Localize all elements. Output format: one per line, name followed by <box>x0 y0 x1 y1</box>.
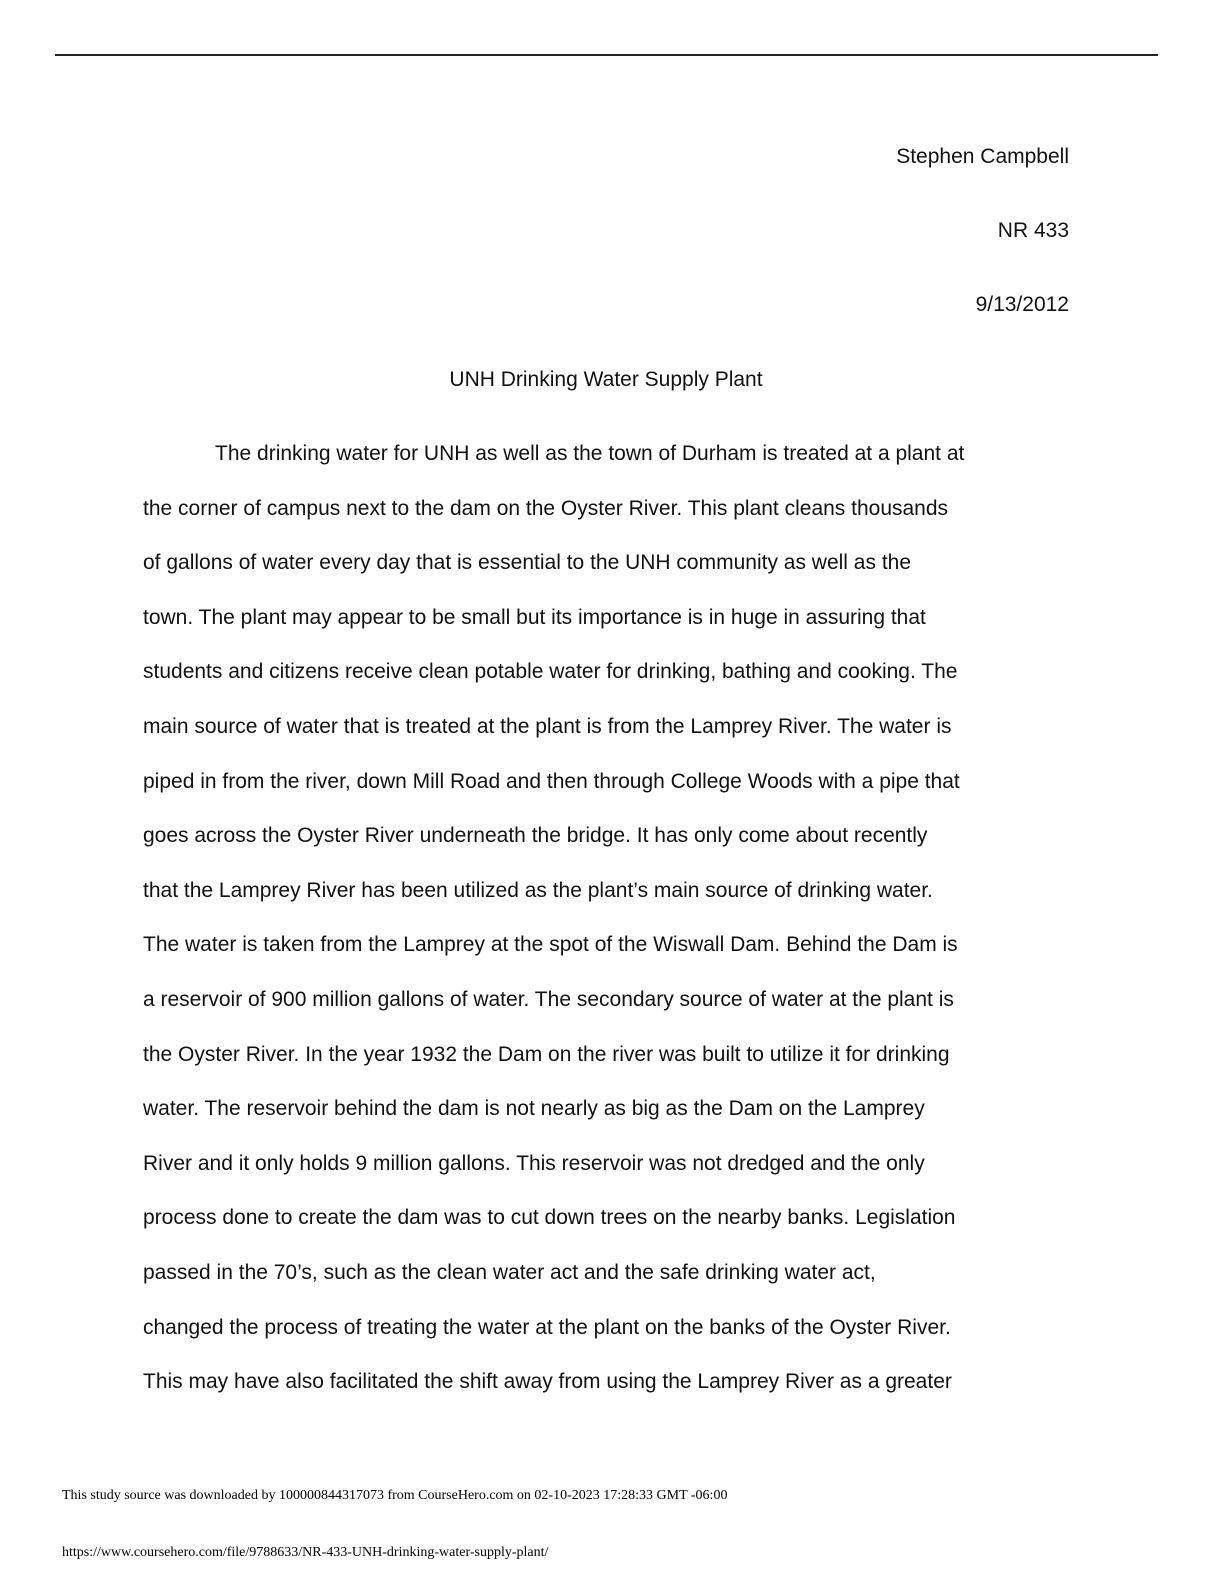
body-line: the Oyster River. In the year 1932 the Dam on the river was built to utilize it for drinking <box>143 1042 950 1066</box>
body-line: water. The reservoir behind the dam is not nearly as big as the Dam on the Lamprey <box>143 1097 925 1121</box>
download-notice: This study source was downloaded by 100000844317073 from CourseHero.com on 02-10-2023 17:28:33 GMT -06:00 <box>62 1488 728 1503</box>
body-line: the corner of campus next to the dam on the Oyster River. This plant cleans thousands <box>143 496 949 520</box>
body-line: The water is taken from the Lamprey at the spot of the Wiswall Dam. Behind the Dam is <box>143 933 958 957</box>
body-line: main source of water that is treated at the plant is from the Lamprey River. The water is <box>143 714 952 738</box>
body-line: students and citizens receive clean potable water for drinking, bathing and cooking. The <box>143 660 958 684</box>
course-code: NR 433 <box>997 219 1069 242</box>
body-line: of gallons of water every day that is essential to the UNH community as well as the <box>143 551 912 575</box>
document-title: UNH Drinking Water Supply Plant <box>449 368 763 391</box>
body-line: This may have also facilitated the shift away from using the Lamprey River as a greater <box>143 1370 952 1394</box>
body-line: changed the process of treating the water at the plant on the banks of the Oyster River. <box>143 1315 951 1339</box>
body-line: passed in the 70’s, such as the clean water act and the safe drinking water act, <box>143 1260 876 1284</box>
body-paragraph <box>143 440 1083 1423</box>
body-line: River and it only holds 9 million gallons. This reservoir was not dredged and the only <box>143 1151 925 1175</box>
document-date: 9/13/2012 <box>975 293 1069 316</box>
body-line: process done to create the dam was to cut down trees on the nearby banks. Legislation <box>143 1206 956 1230</box>
body-line: that the Lamprey River has been utilized as the plant’s main source of drinking water. <box>143 878 933 902</box>
body-line: a reservoir of 900 million gallons of water. The secondary source of water at the plant is <box>143 987 954 1011</box>
body-line: town. The plant may appear to be small but its importance is in huge in assuring that <box>143 605 926 629</box>
author-name: Stephen Campbell <box>896 145 1069 168</box>
body-line: goes across the Oyster River underneath the bridge. It has only come about recently <box>143 824 928 848</box>
body-line: piped in from the river, down Mill Road and then through College Woods with a pipe that <box>143 769 960 793</box>
header-rule <box>55 54 1158 56</box>
body-line: The drinking water for UNH as well as the town of Durham is treated at a plant at <box>215 442 965 465</box>
source-url-link[interactable]: https://www.coursehero.com/file/9788633/NR-433-UNH-drinking-water-supply-plant/ <box>62 1545 549 1560</box>
